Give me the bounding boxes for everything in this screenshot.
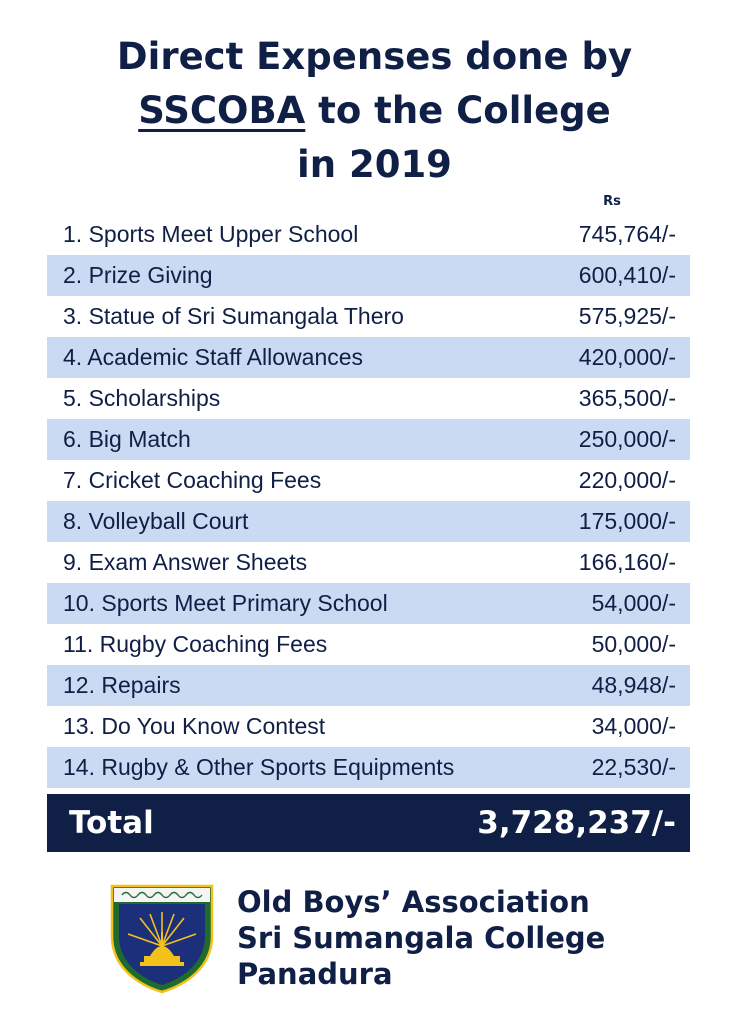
expense-table [47,214,690,788]
expense-amount: 166,160/- [578,549,676,575]
total-label: Total [69,805,154,841]
expense-row [47,296,690,337]
expense-row [47,542,690,583]
expense-amount: 250,000/- [578,426,676,452]
expense-label: 6. Big Match [63,426,191,452]
total-row [47,794,690,852]
expense-amount: 175,000/- [578,508,676,534]
expense-label: 8. Volleyball Court [63,508,249,534]
expense-row [47,501,690,542]
expense-label: 10. Sports Meet Primary School [63,590,388,616]
expense-row [47,665,690,706]
expense-label: 11. Rugby Coaching Fees [63,631,328,657]
org-line-1: Old Boys’ Association [237,885,590,919]
expense-amount: 600,410/- [578,262,676,288]
expense-label: 7. Cricket Coaching Fees [63,467,322,493]
title-line-1: Direct Expenses done by [116,35,633,78]
expense-label: 3. Statue of Sri Sumangala Thero [63,303,404,329]
expense-label: 1. Sports Meet Upper School [63,221,359,247]
title-organization-acronym: SSCOBA [138,89,306,132]
expense-label: 13. Do You Know Contest [63,713,326,739]
expense-row [47,583,690,624]
expense-row [47,378,690,419]
expense-row [47,624,690,665]
expense-label: 12. Repairs [63,672,181,698]
expense-row [47,214,690,255]
org-line-2: Sri Sumangala College [237,921,606,955]
expense-label: 14. Rugby & Other Sports Equipments [63,754,455,780]
expense-label: 9. Exam Answer Sheets [63,549,308,575]
expense-amount: 50,000/- [591,631,676,657]
org-line-3: Panadura [237,957,393,991]
expense-row [47,255,690,296]
currency-label: Rs [603,194,621,209]
expense-row [47,337,690,378]
expense-amount: 220,000/- [578,467,676,493]
college-crest-icon [110,884,214,994]
expense-amount: 745,764/- [578,221,676,247]
expense-label: 4. Academic Staff Allowances [63,344,364,370]
expense-amount: 365,500/- [578,385,676,411]
expense-label: 2. Prize Giving [63,262,213,288]
title-line-2-rest: to the College [305,89,611,132]
total-amount: 3,728,237/- [477,805,676,841]
expense-amount: 48,948/- [591,672,676,698]
page-title [0,30,749,192]
expense-row [47,706,690,747]
expense-amount: 54,000/- [591,590,676,616]
expense-amount: 22,530/- [591,754,676,780]
expense-row [47,419,690,460]
title-line-3: in 2019 [297,143,452,186]
expense-row [47,747,690,788]
expense-row [47,460,690,501]
title-line-2 [0,84,749,138]
expense-amount: 420,000/- [578,344,676,370]
expense-label: 5. Scholarships [63,385,221,411]
expense-amount: 34,000/- [591,713,676,739]
organization-name [237,884,605,992]
expense-amount: 575,925/- [578,303,676,329]
